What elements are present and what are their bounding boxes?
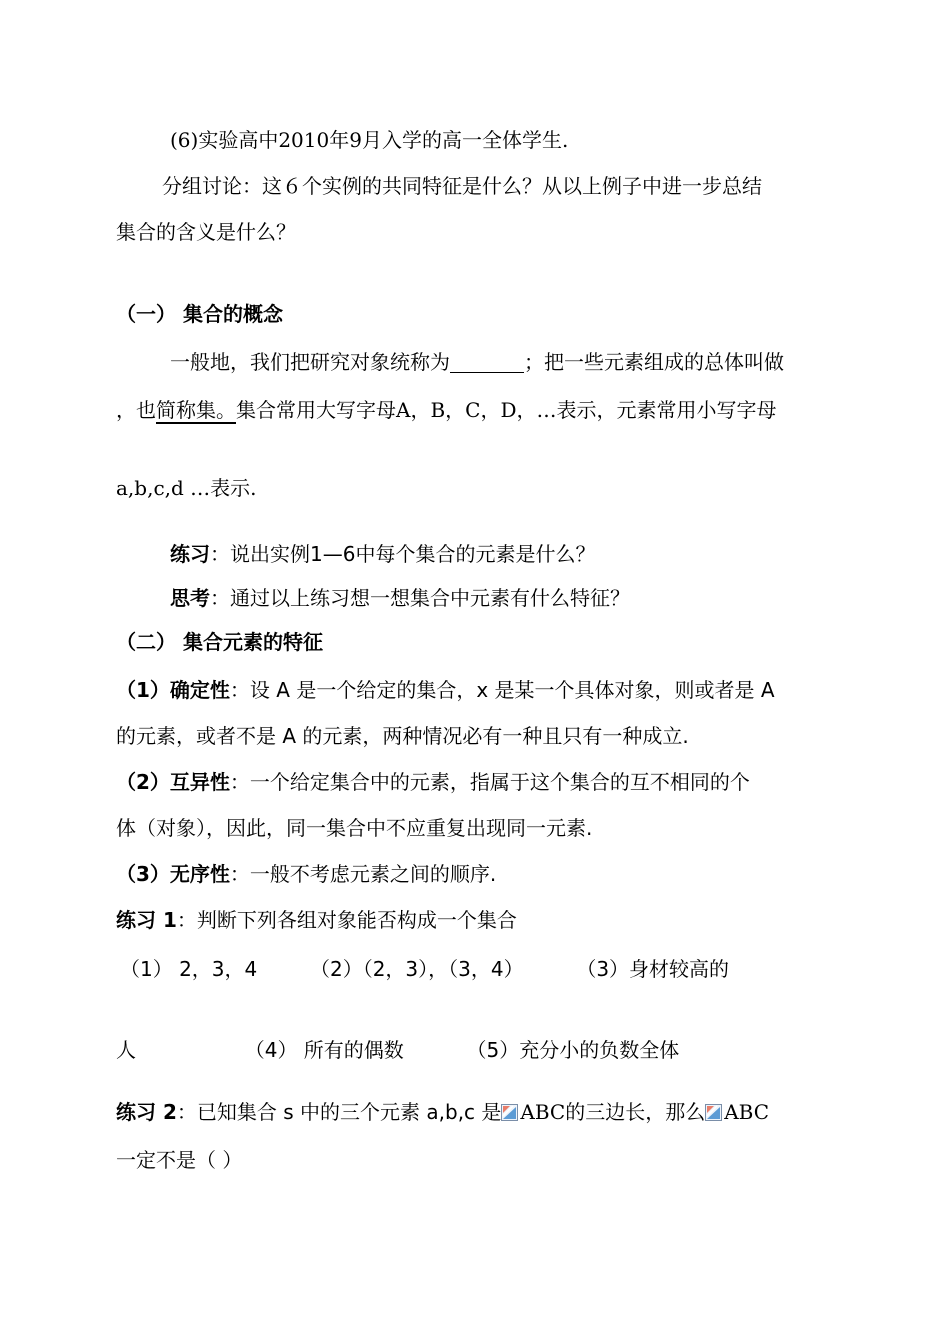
exercise-2-line-1: 练习 2：已知集合 s 中的三个元素 a,b,c 是 ABC的三边长，那么 ABC xyxy=(116,1100,770,1124)
fill-in-blank xyxy=(450,350,524,373)
property-3: （3）无序性：一般不考虑元素之间的顺序. xyxy=(116,862,497,886)
section-heading-features: （二） 集合元素的特征 xyxy=(116,630,323,654)
exercise-0: 练习：说出实例1—6中每个集合的元素是什么？ xyxy=(170,542,596,566)
exercise-1-items-row-2: 人 （4） 所有的偶数 （5）充分小的负数全体 xyxy=(116,1038,680,1062)
concept-line-3: a,b,c,d …表示. xyxy=(116,476,257,500)
property-1-line-1: （1）确定性：设 A 是一个给定的集合，x 是某一个具体对象，则或者是 A xyxy=(116,678,775,702)
property-1-line-2: 的元素，或者不是 A 的元素，两种情况必有一种且只有一种成立. xyxy=(116,724,689,748)
section-heading-concept: （一） 集合的概念 xyxy=(116,302,283,326)
discussion-line-1: 分组讨论：这６个实例的共同特征是什么？从以上例子中进一步总结 xyxy=(162,174,762,198)
exercise-1: 练习 1：判断下列各组对象能否构成一个集合 xyxy=(116,908,517,932)
exercise-2-line-2: 一定不是（ ） xyxy=(116,1148,243,1172)
property-2-line-1: （2）互异性：一个给定集合中的元素，指属于这个集合的互不相同的个 xyxy=(116,770,750,794)
exercise-1-items-row-1: （1） 2，3，4 （2）（2，3），（3，4） （3）身材较高的 xyxy=(120,957,730,981)
property-2-line-2: 体（对象），因此，同一集合中不应重复出现同一元素. xyxy=(116,816,593,840)
triangle-icon xyxy=(501,1104,518,1121)
concept-line-1: 一般地，我们把研究对象统称为 ；把一些元素组成的总体叫做 xyxy=(170,350,784,374)
triangle-icon xyxy=(705,1104,722,1121)
discussion-line-2: 集合的含义是什么？ xyxy=(116,220,296,244)
think: 思考：通过以上练习想一想集合中元素有什么特征？ xyxy=(170,586,630,610)
concept-line-2: ，也简称集。集合常用大写字母A，B，C，D，…表示，元素常用小写字母 xyxy=(116,398,777,422)
example-6: (6)实验高中2010年9月入学的高一全体学生. xyxy=(170,128,569,152)
